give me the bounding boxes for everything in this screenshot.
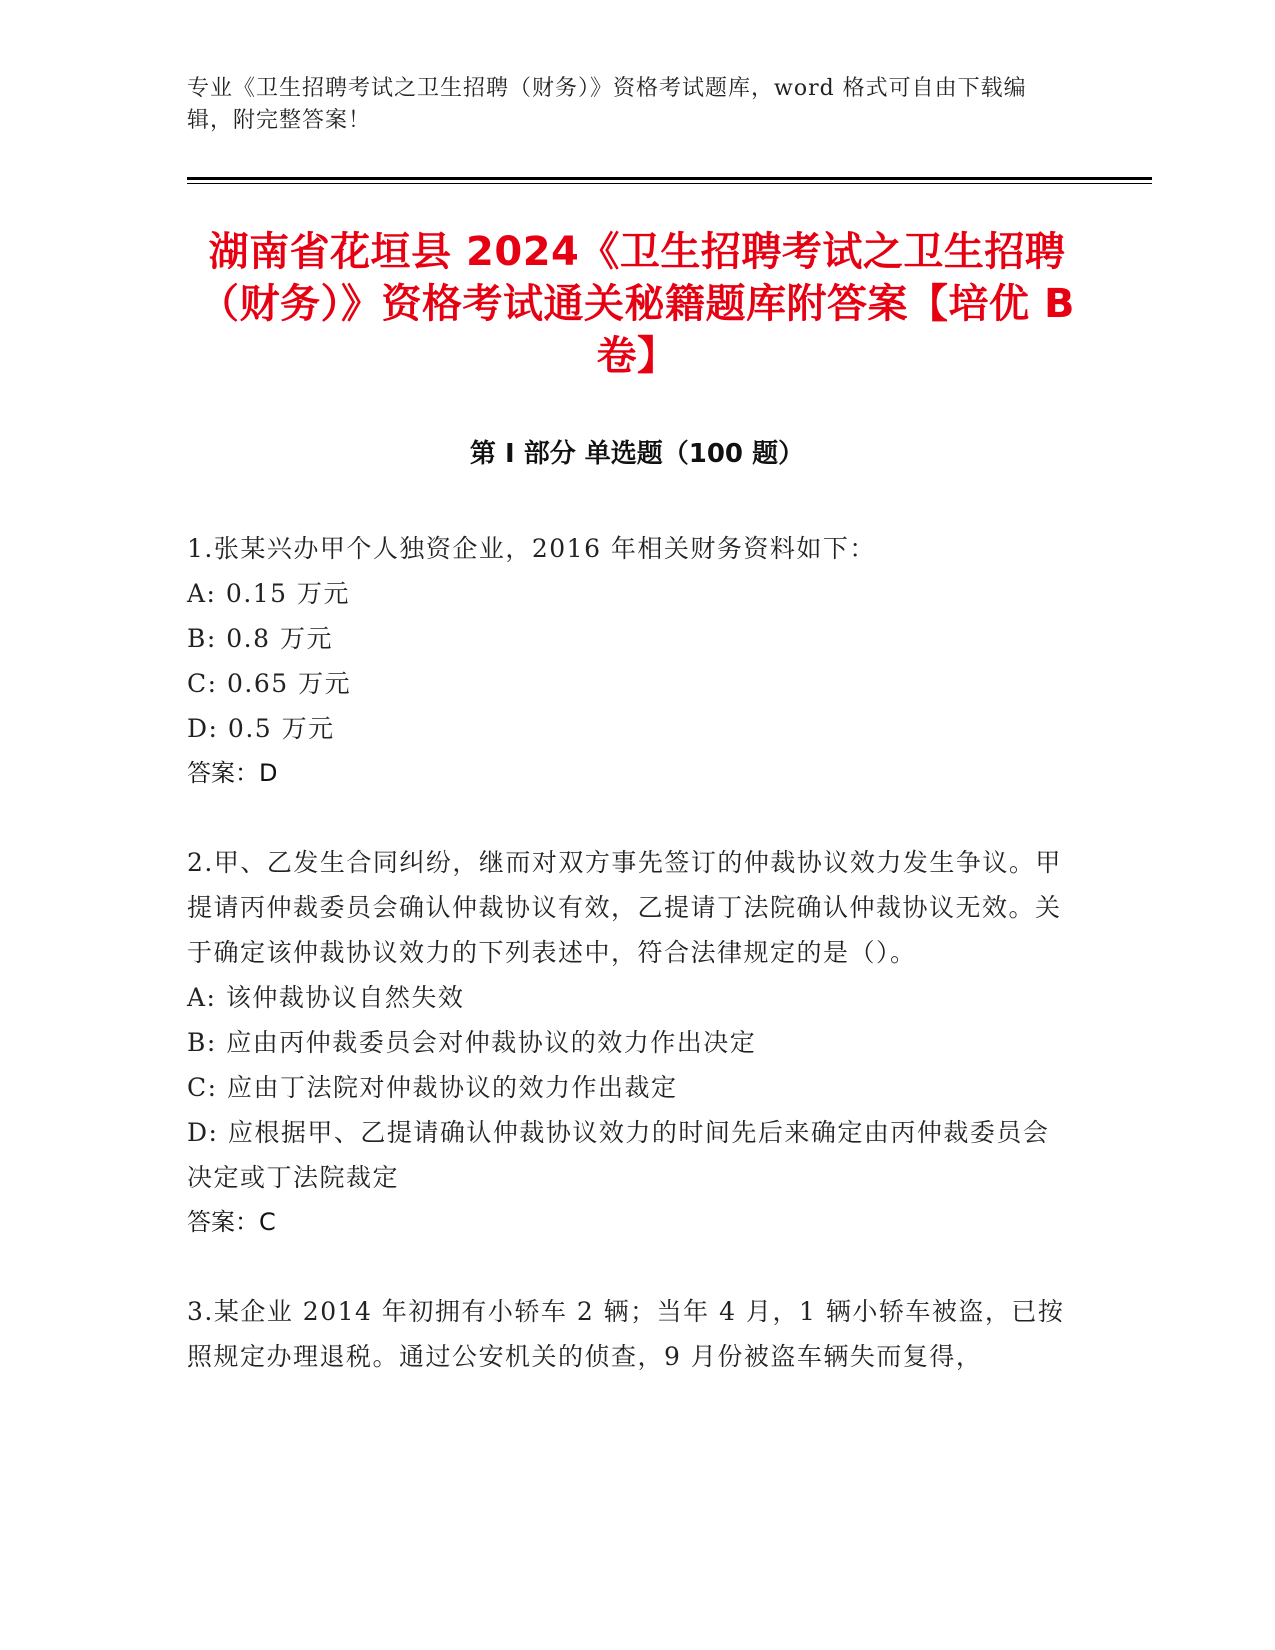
header-divider-thick <box>187 177 1152 180</box>
option-c: C: 0.65 万元 <box>187 669 352 698</box>
option-a: A: 该仲裁协议自然失效 <box>187 983 465 1012</box>
option-b: B: 0.8 万元 <box>187 624 333 653</box>
header-note: 专业《卫生招聘考试之卫生招聘（财务）》资格考试题库，word 格式可自由下载编辑，附完整答案！ <box>187 76 1027 133</box>
question-stem: 1.张某兴办甲个人独资企业，2016 年相关财务资料如下： <box>187 534 876 563</box>
question-list <box>187 526 1067 1423</box>
option-a: A: 0.15 万元 <box>187 579 351 608</box>
answer: 答案：C <box>187 1208 276 1236</box>
header-divider-thin <box>187 183 1152 184</box>
question-1 <box>187 526 1067 796</box>
section-title: 第 I 部分 单选题（100 题） <box>469 439 805 469</box>
option-d: D: 0.5 万元 <box>187 714 335 743</box>
answer: 答案：D <box>187 759 278 787</box>
option-d: D: 应根据甲、乙提请确认仲裁协议效力的时间先后来确定由丙仲裁委员会决定或丁法院裁定 <box>187 1118 1050 1192</box>
option-c: C: 应由丁法院对仲裁协议的效力作出裁定 <box>187 1073 678 1102</box>
question-stem: 2.甲、乙发生合同纠纷，继而对双方事先签订的仲裁协议效力发生争议。甲提请丙仲裁委员会确认仲裁协议有效，乙提请丁法院确认仲裁协议无效。关于确定该仲裁协议效力的下列表述中，符合法律规定的是（）。 <box>187 848 1062 967</box>
option-b: B: 应由丙仲裁委员会对仲裁协议的效力作出决定 <box>187 1028 757 1057</box>
question-3 <box>187 1289 1067 1379</box>
question-2 <box>187 840 1067 1245</box>
document-title: 湖南省花垣县 2024《卫生招聘考试之卫生招聘（财务）》资格考试通关秘籍题库附答案【培优 B 卷】 <box>199 229 1075 379</box>
question-stem: 3.某企业 2014 年初拥有小轿车 2 辆；当年 4 月，1 辆小轿车被盗，已按照规定办理退税。通过公安机关的侦查，9 月份被盗车辆失而复得， <box>187 1297 1065 1371</box>
